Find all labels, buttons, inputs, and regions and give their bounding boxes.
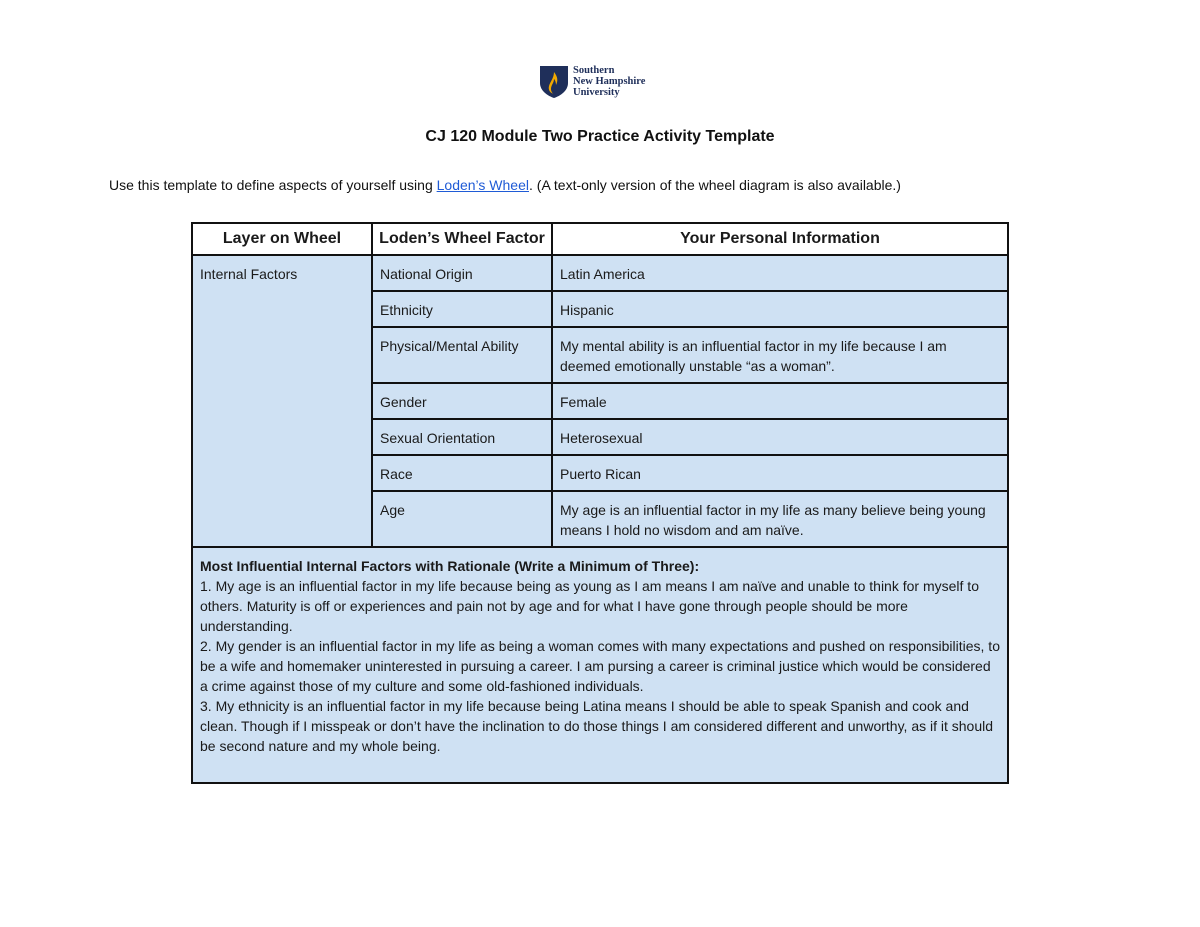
summary-row	[192, 547, 1008, 783]
logo-line-1: Southern	[573, 65, 615, 76]
summary-heading: Most Influential Internal Factors with Rationale (Write a Minimum of Three):	[200, 558, 700, 574]
layer-cell: Internal Factors	[192, 255, 372, 547]
factor-cell: Race	[372, 455, 552, 491]
summary-item: 2. My gender is an influential factor in my life as being a woman comes with many expectations and pushed on responsibilities, to be a wife and homemaker uninterested in pursuing a career. I am pursing a career is criminal justice which would be considered a crime against those of my culture and some old-fashioned individuals.	[200, 638, 1000, 694]
logo-line-2: New Hampshire	[573, 76, 646, 87]
factor-cell: National Origin	[372, 255, 552, 291]
summary-item: 3. My ethnicity is an influential factor in my life because being Latina means I should be able to speak Spanish and cook and clean. Though if I misspeak or don’t have the inclination to do those things I am considered different and unworthy, as if it should be second nature and my whole being.	[200, 698, 994, 754]
factor-cell: Sexual Orientation	[372, 419, 552, 455]
header-layer: Layer on Wheel	[192, 223, 372, 255]
header-factor: Loden’s Wheel Factor	[372, 223, 552, 255]
factor-cell: Physical/Mental Ability	[372, 327, 552, 383]
document-title: CJ 120 Module Two Practice Activity Template	[425, 128, 775, 145]
header-row	[192, 223, 1008, 255]
header-personal-info: Your Personal Information	[552, 223, 1008, 255]
shield-flame-icon	[539, 65, 569, 99]
university-logo	[539, 65, 645, 99]
summary-item: 1. My age is an influential factor in my life because being as young as I am means I am naïve and unable to think for myself to others. Maturity is off or experiences and pain not by age and for what I have gone through people should be more understanding.	[200, 578, 979, 634]
info-cell: Heterosexual	[552, 419, 1008, 455]
info-cell: Female	[552, 383, 1008, 419]
info-cell: My mental ability is an influential factor in my life because I am deemed emotionally unstable “as a woman”.	[552, 327, 1008, 383]
table-row	[192, 255, 1008, 291]
info-cell: My age is an influential factor in my life as many believe being young means I hold no wisdom and am naïve.	[552, 491, 1008, 547]
factor-cell: Ethnicity	[372, 291, 552, 327]
intro-paragraph	[109, 177, 901, 193]
info-cell: Hispanic	[552, 291, 1008, 327]
summary-cell	[192, 547, 1008, 783]
factor-cell: Age	[372, 491, 552, 547]
lodens-wheel-link[interactable]: Loden’s Wheel	[436, 177, 529, 193]
logo-line-3: University	[573, 87, 620, 98]
factor-cell: Gender	[372, 383, 552, 419]
lodens-wheel-table	[191, 222, 1009, 784]
info-cell: Latin America	[552, 255, 1008, 291]
intro-text-before: Use this template to define aspects of yourself using	[109, 177, 437, 193]
logo-wordmark	[573, 65, 645, 98]
intro-text-after: . (A text-only version of the wheel diagram is also available.)	[529, 177, 901, 193]
info-cell: Puerto Rican	[552, 455, 1008, 491]
